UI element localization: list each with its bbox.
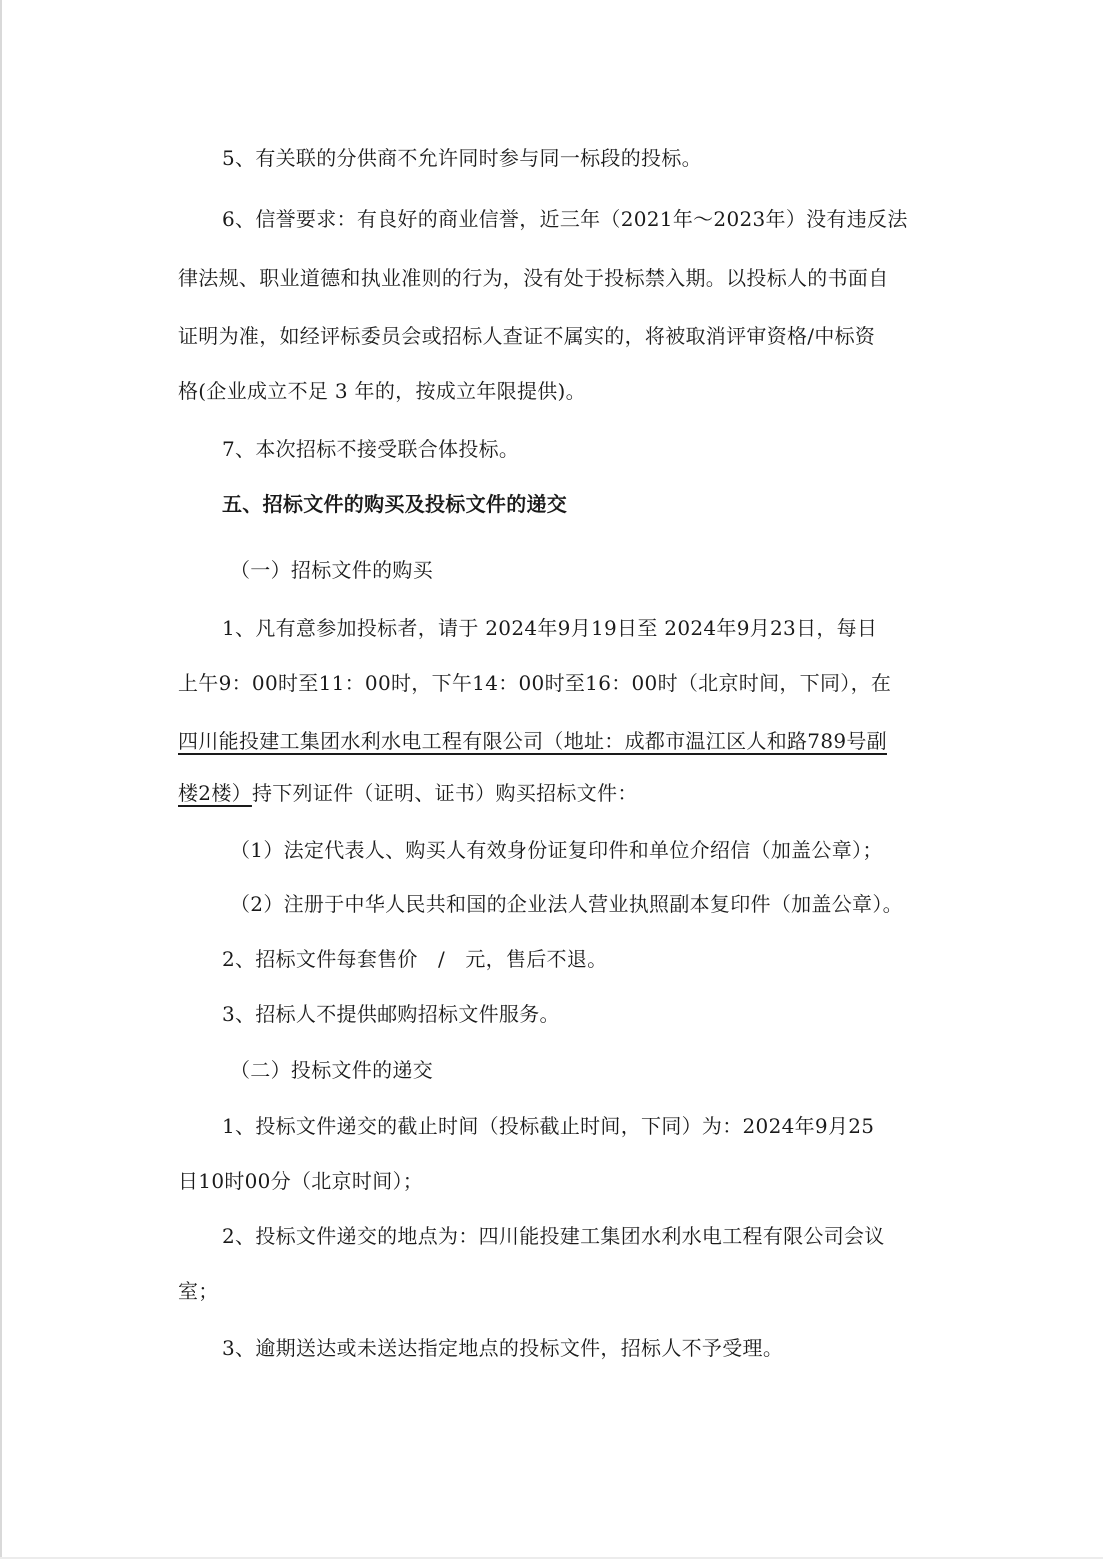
clause-6-line-1: 6、信誉要求：有良好的商业信誉，近三年（2021年～2023年）没有违反法 — [222, 207, 908, 231]
page-left-edge — [0, 0, 2, 1559]
address-underlined-tail: 楼2楼） — [178, 781, 252, 805]
submission-clause-1-line-1: 1、投标文件递交的截止时间（投标截止时间，下同）为：2024年9月25 — [222, 1114, 875, 1138]
submission-clause-2-line-1: 2、投标文件递交的地点为：四川能投建工集团水利水电工程有限公司会议 — [222, 1224, 885, 1248]
clause-6-line-3: 证明为准，如经评标委员会或招标人查证不属实的，将被取消评审资格/中标资 — [178, 324, 876, 348]
purchase-clause-3: 3、招标人不提供邮购招标文件服务。 — [222, 1002, 560, 1026]
subsection-heading-2: （二）投标文件的递交 — [230, 1058, 433, 1082]
submission-clause-2-line-2: 室； — [178, 1279, 219, 1303]
submission-clause-3: 3、逾期送达或未送达指定地点的投标文件，招标人不予受理。 — [222, 1336, 784, 1360]
clause-6-line-4: 格(企业成立不足 3 年的，按成立年限提供)。 — [178, 379, 586, 403]
purchase-clause-1-line-1: 1、凡有意参加投标者，请于 2024年9月19日至 2024年9月23日，每日 — [222, 616, 878, 640]
required-doc-1: （1）法定代表人、购买人有效身份证复印件和单位介绍信（加盖公章）； — [230, 838, 883, 862]
purchase-clause-1-line-4-rest: 持下列证件（证明、证书）购买招标文件： — [251, 781, 638, 805]
purchase-clause-1-line-3: 四川能投建工集团水利水电工程有限公司（地址：成都市温江区人和路789号副 — [178, 729, 887, 753]
section-heading-5: 五、招标文件的购买及投标文件的递交 — [222, 492, 568, 516]
clause-6-line-2: 律法规、职业道德和执业准则的行为，没有处于投标禁入期。以投标人的书面自 — [178, 266, 889, 290]
subsection-heading-1: （一）招标文件的购买 — [230, 558, 433, 582]
submission-clause-1-line-2: 日10时00分（北京时间）； — [178, 1169, 424, 1193]
clause-7: 7、本次招标不接受联合体投标。 — [222, 437, 520, 461]
purchase-clause-2: 2、招标文件每套售价 / 元，售后不退。 — [222, 947, 608, 971]
purchase-clause-1-line-4 — [178, 779, 638, 807]
purchase-clause-1-line-2: 上午9：00时至11：00时，下午14：00时至16：00时（北京时间，下同），在 — [178, 671, 892, 695]
clause-5: 5、有关联的分供商不允许同时参与同一标段的投标。 — [222, 146, 702, 170]
required-doc-2: （2）注册于中华人民共和国的企业法人营业执照副本复印件（加盖公章）。 — [230, 892, 903, 916]
